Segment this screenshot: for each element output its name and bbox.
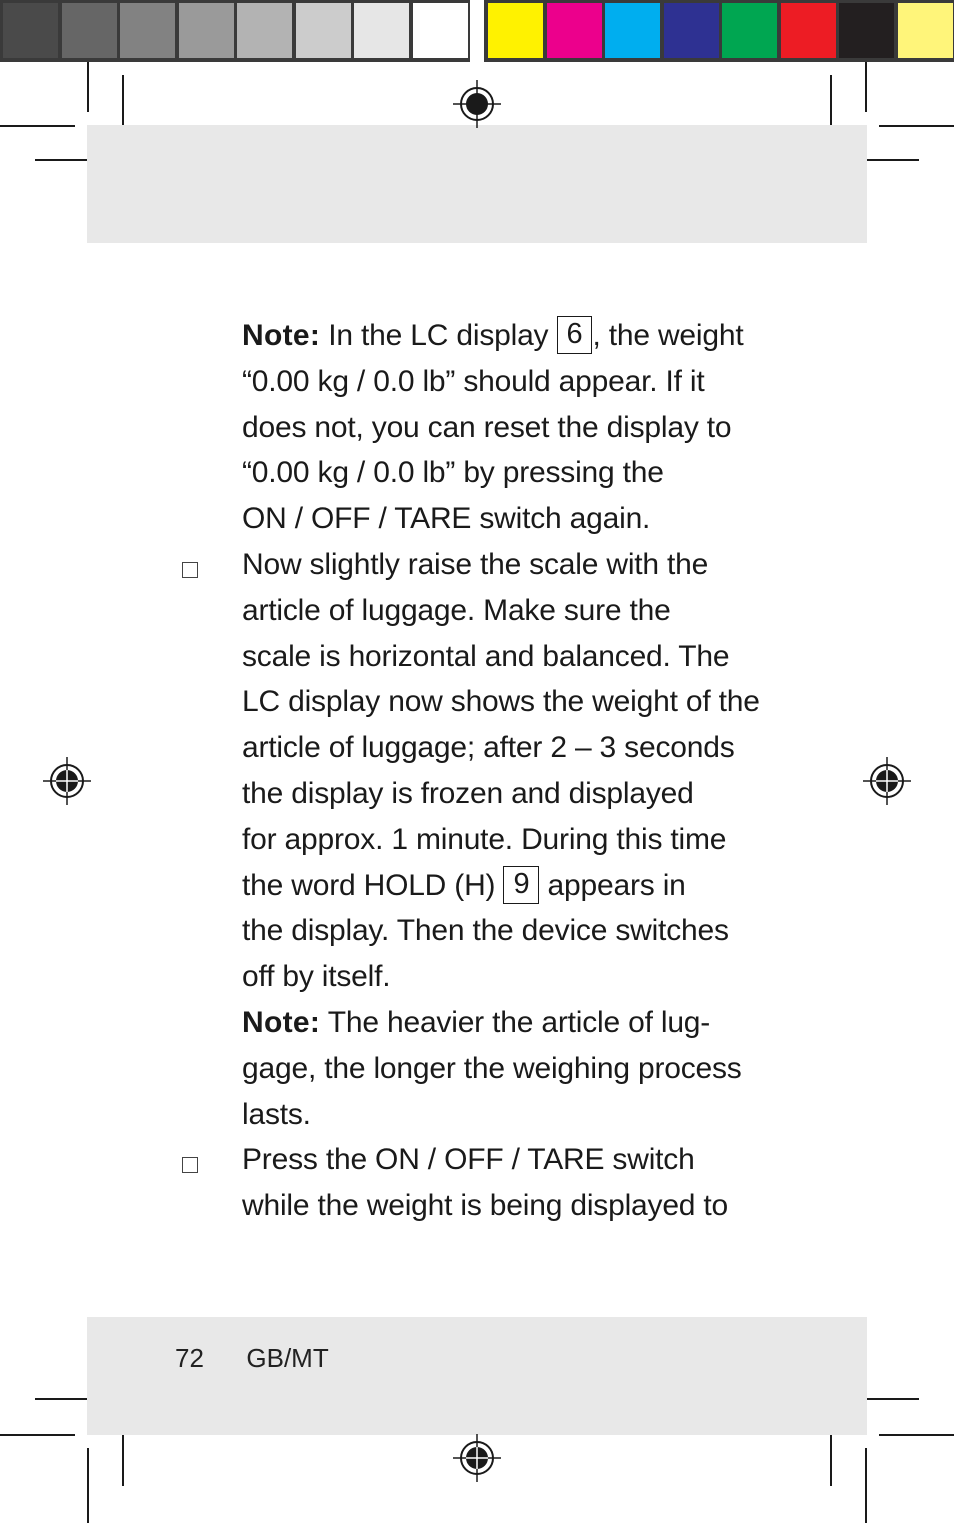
note-text: , the weight: [592, 319, 744, 352]
registration-mark-icon: [43, 757, 91, 805]
registration-mark-icon: [863, 757, 911, 805]
list-item-line: the display is frozen and displayed: [242, 776, 694, 810]
crop-mark: [0, 125, 75, 127]
gray-swatch: [413, 3, 468, 58]
note-line: gage, the longer the weighing process: [242, 1051, 742, 1085]
note-label: Note:: [242, 1005, 321, 1039]
color-swatch: [781, 3, 836, 58]
gray-swatch: [120, 3, 175, 58]
note-text: The heavier the article of lug-: [320, 1005, 711, 1039]
page-number: 72: [175, 1343, 204, 1373]
note-line: “0.00 kg / 0.0 lb” by pressing the: [242, 456, 664, 490]
list-bullet-checkbox-icon: [182, 562, 198, 578]
list-item-line: scale is horizontal and balanced. The: [242, 639, 730, 673]
color-swatch: [664, 3, 719, 58]
note-line: [242, 1000, 782, 1046]
crop-mark: [87, 1448, 89, 1523]
list-item-line: Press the ON / OFF / TARE switch: [242, 1143, 695, 1177]
note-line: lasts.: [242, 1097, 311, 1131]
list-item-line: for approx. 1 minute. During this time: [242, 822, 727, 856]
list-item-line: article of luggage. Make sure the: [242, 593, 671, 627]
crop-mark: [0, 1434, 75, 1436]
page-footer: [175, 1343, 329, 1374]
note-text: In the LC display: [328, 319, 557, 352]
color-swatch: [547, 3, 602, 58]
footer-band: [87, 1317, 867, 1435]
crop-mark: [87, 62, 89, 112]
gray-swatch: [296, 3, 351, 58]
reference-number-box: 9: [503, 866, 539, 904]
registration-mark-icon: [453, 1434, 501, 1482]
list-item-line: article of luggage; after 2 – 3 seconds: [242, 731, 735, 765]
crop-mark: [879, 125, 954, 127]
manual-text-body: [242, 313, 782, 1229]
color-swatch: [898, 3, 953, 58]
list-item-line: while the weight is being displayed to: [242, 1189, 729, 1223]
note-line: ON / OFF / TARE switch again.: [242, 502, 651, 536]
list-item-text: the word HOLD (H): [242, 868, 504, 902]
list-bullet-checkbox-icon: [182, 1157, 198, 1173]
color-swatch: [839, 3, 894, 58]
gray-swatch: [62, 3, 117, 58]
list-item-line: the display. Then the device switches: [242, 914, 729, 948]
list-item-text: appears in: [539, 868, 686, 902]
crop-mark: [879, 1434, 954, 1436]
note-line: does not, you can reset the display to: [242, 410, 732, 444]
note-line: [242, 313, 782, 359]
color-calibration-bar: [0, 0, 954, 62]
crop-mark: [865, 62, 867, 112]
color-swatch: [722, 3, 777, 58]
crop-mark: [865, 1448, 867, 1523]
list-item-line: Now slightly raise the scale with the: [242, 547, 709, 581]
list-item-line: [242, 863, 782, 909]
reference-number-box: 6: [557, 316, 593, 354]
header-band: [87, 125, 867, 243]
note-label: Note:: [242, 319, 321, 352]
note-line: “0.00 kg / 0.0 lb” should appear. If it: [242, 364, 705, 398]
language-code: GB/MT: [246, 1343, 329, 1373]
list-item-line: off by itself.: [242, 960, 391, 994]
gray-swatch: [237, 3, 292, 58]
gray-swatch: [354, 3, 409, 58]
list-item-line: LC display now shows the weight of the: [242, 685, 760, 719]
color-swatch: [488, 3, 543, 58]
color-swatch: [605, 3, 660, 58]
registration-mark-icon: [453, 80, 501, 128]
gray-swatch: [179, 3, 234, 58]
gray-swatch: [3, 3, 58, 58]
